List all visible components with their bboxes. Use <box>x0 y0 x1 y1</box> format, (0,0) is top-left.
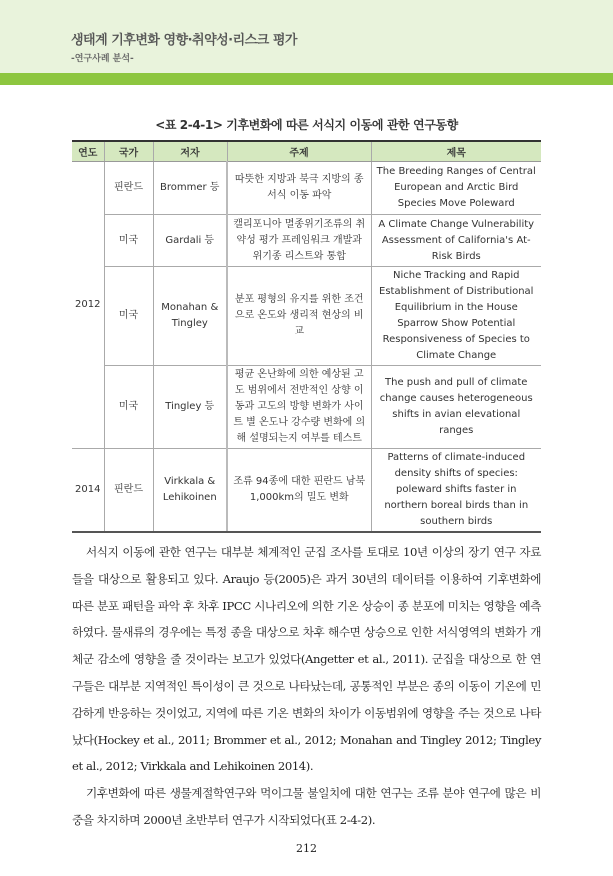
country-cell: 미국 <box>104 366 153 449</box>
country-cell: 핀란드 <box>104 162 153 215</box>
topic-cell: 평균 온난화에 의한 예상된 고도 범위에서 전반적인 상향 이동과 고도의 방향 변화가 사이트 별 온도나 강수량 변화에 의해 설명되는지 여부를 테스트 <box>227 366 371 449</box>
topic-cell: 캘리포니아 멸종위기조류의 취약성 평가 프레임워크 개발과 위기종 리스트와 통합 <box>227 215 371 267</box>
paragraph: 기후변화에 따른 생물계절학연구와 먹이그물 불일치에 대한 연구는 조류 분야 연구에 많은 비중을 차지하며 2000년 초반부터 연구가 시작되었다(표 2-4-2). <box>72 786 541 827</box>
column-header: 제목 <box>371 141 541 162</box>
table-caption: <표 2-4-1> 기후변화에 따른 서식지 이동에 관한 연구동향 <box>155 118 458 132</box>
author-cell: Gardali 등 <box>153 215 227 267</box>
title-cell: The Breeding Ranges of Central European and Arctic Bird Species Move Poleward <box>371 162 541 215</box>
title-cell: A Climate Change Vulnerability Assessment of California's At-Risk Birds <box>371 215 541 267</box>
title-cell: The push and pull of climate change causes heterogeneous shifts in avian elevational ranges <box>371 366 541 449</box>
column-header: 주제 <box>227 141 371 162</box>
year-cell: 2012 <box>72 162 104 449</box>
column-header: 연도 <box>72 141 104 162</box>
table-row <box>72 449 541 533</box>
paragraph: 서식지 이동에 관한 연구는 대부분 체계적인 군집 조사를 토대로 10년 이상의 장기 연구 자료들을 대상으로 활용되고 있다. Araujo 등(2005)은 과거 30년의 데이터를 이용하여 기후변화에 따른 분포 패턴을 파악 후 차후 IPCC 시나리오에 의한 기온 상승이 종 분포에 미치는 영향을 예측하였다. 물새류의 경우에는 특정 종을 대상으로 차후 해수면 상승으로 인한 서식영역의 변화가 개체군 감소에 영향을 줄 것이라는 보고가 있었다(Angetter et al., 2011). 군집을 대상으로 한 연구들은 대부분 지역적인 특이성이 큰 것으로 나타났는데, 공통적인 부분은 종의 이동이 기온에 민감하게 반응하는 것이었고, 지역에 따른 기온 변화의 차이가 이동범위에 영향을 주는 것으로 나타났다(Hockey et al., 2011; Brommer et al., 2012; Monahan and Tingley 2012; Tingley et al., 2012; Virkkala and Lehikoinen 2014). <box>72 545 541 774</box>
country-cell: 핀란드 <box>104 449 153 533</box>
country-cell: 미국 <box>104 267 153 366</box>
research-trends-table <box>72 140 541 533</box>
title-cell: Patterns of climate-induced density shifts of species: poleward shifts faster in northern boreal birds than in southern birds <box>371 449 541 533</box>
body-text <box>72 539 541 834</box>
author-cell: Virkkala & Lehikoinen <box>153 449 227 533</box>
author-cell: Brommer 등 <box>153 162 227 215</box>
column-header: 저자 <box>153 141 227 162</box>
table-row <box>72 267 541 366</box>
header-title: 생태계 기후변화 영향·취약성·리스크 평가 <box>71 33 297 48</box>
topic-cell: 분포 평형의 유지를 위한 조건으로 온도와 생리적 현상의 비교 <box>227 267 371 366</box>
topic-cell: 따뜻한 지방과 북극 지방의 종 서식 이동 파악 <box>227 162 371 215</box>
column-header: 국가 <box>104 141 153 162</box>
header-subtitle: -연구사례 분석- <box>71 54 134 64</box>
table-row <box>72 215 541 267</box>
country-cell: 미국 <box>104 215 153 267</box>
table-row <box>72 162 541 215</box>
table-header-row <box>72 141 541 162</box>
page-content <box>72 0 541 876</box>
author-cell: Tingley 등 <box>153 366 227 449</box>
topic-cell: 조류 94종에 대한 핀란드 남북 1,000km의 밀도 변화 <box>227 449 371 533</box>
author-cell: Monahan & Tingley <box>153 267 227 366</box>
table-row <box>72 366 541 449</box>
year-cell: 2014 <box>72 449 104 533</box>
page-number: 212 <box>296 841 317 855</box>
title-cell: Niche Tracking and Rapid Establishment of Distributional Equilibrium in the House Sparrow Show Potential Responsiveness of Species to Climate Change <box>371 267 541 366</box>
